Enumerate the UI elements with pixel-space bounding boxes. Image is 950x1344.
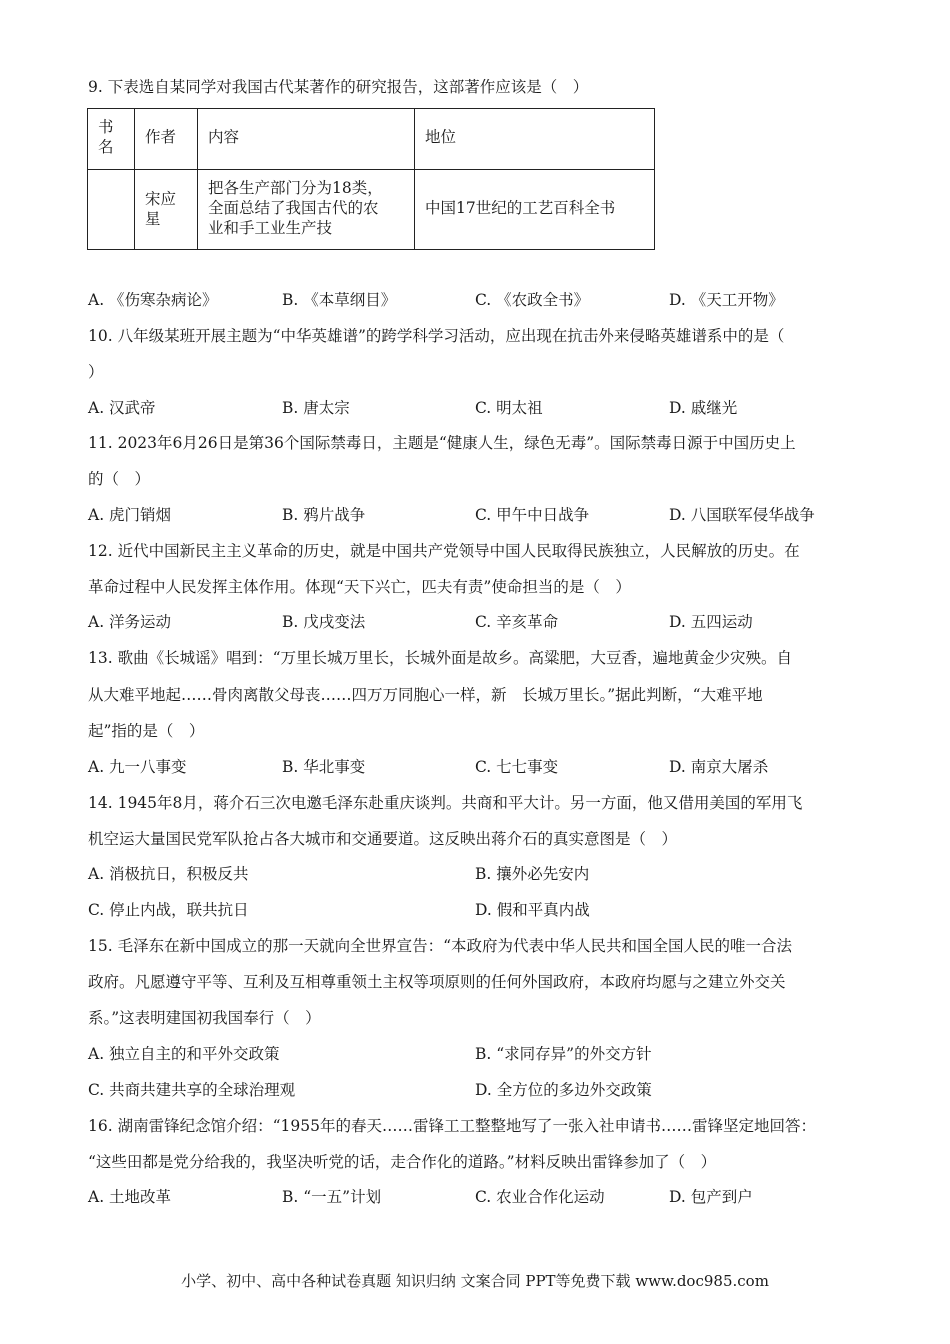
q15-stem-line-1: 15. 毛泽东在新中国成立的那一天就向全世界宣告：“本政府为代表中华人民共和国全国人民的唯一合法 xyxy=(88,937,793,955)
table-header-book: 书 名 xyxy=(88,109,135,170)
q14-option-a: A. 消极抗日，积极反共 xyxy=(88,865,249,883)
q15-option-b: B. “求同存异”的外交方针 xyxy=(475,1045,652,1063)
q16-option-d: D. 包产到户 xyxy=(669,1188,753,1206)
q15-option-c: C. 共商共建共享的全球治理观 xyxy=(88,1081,296,1099)
q14-option-b: B. 攘外必先安内 xyxy=(475,865,590,883)
q10-option-c: C. 明太祖 xyxy=(475,399,543,417)
table-cell-status: 中国17世纪的工艺百科全书 xyxy=(415,170,655,250)
q12-option-c: C. 辛亥革命 xyxy=(475,613,559,631)
table-cell-content: 把各生产部门分为18类， 全面总结了我国古代的农 业和手工业生产技 xyxy=(198,170,415,250)
q9-option-a: A. 《伤寒杂病论》 xyxy=(88,291,218,309)
q9-table xyxy=(87,108,655,250)
q11-option-c: C. 甲午中日战争 xyxy=(475,506,590,524)
table-header-status: 地位 xyxy=(415,109,655,170)
q15-option-d: D. 全方位的多边外交政策 xyxy=(475,1081,652,1099)
q15-option-a: A. 独立自主的和平外交政策 xyxy=(88,1045,280,1063)
table-header-author: 作者 xyxy=(135,109,198,170)
q16-stem-line-2: “这些田都是党分给我的，我坚决听党的话，走合作化的道路。”材料反映出雷锋参加了（ ） xyxy=(88,1153,717,1171)
q13-stem-line-3: 起”指的是（ ） xyxy=(88,722,205,740)
q16-stem-line-1: 16. 湖南雷锋纪念馆介绍：“1955年的春天……雷锋工工整整地写了一张入社申请书……雷锋坚定地回答： xyxy=(88,1117,816,1135)
q16-option-a: A. 土地改革 xyxy=(88,1188,172,1206)
q14-option-c: C. 停止内战，联共抗日 xyxy=(88,901,249,919)
q10-stem-line-2: ） xyxy=(88,363,104,381)
q12-option-a: A. 洋务运动 xyxy=(88,613,172,631)
q11-option-d: D. 八国联军侵华战争 xyxy=(669,506,815,524)
q16-option-c: C. 农业合作化运动 xyxy=(475,1188,605,1206)
q11-stem-line-1: 11. 2023年6月26日是第36个国际禁毒日，主题是“健康人生，绿色无毒”。国际禁毒日源于中国历史上 xyxy=(88,434,796,452)
q10-option-d: D. 戚继光 xyxy=(669,399,738,417)
table-cell-book xyxy=(88,170,135,250)
q14-option-d: D. 假和平真内战 xyxy=(475,901,590,919)
q13-stem-line-1: 13. 歌曲《长城谣》唱到：“万里长城万里长，长城外面是故乡。高粱肥，大豆香，遍地黄金少灾殃。自 xyxy=(88,649,793,667)
q10-option-a: A. 汉武帝 xyxy=(88,399,156,417)
q13-option-a: A. 九一八事变 xyxy=(88,758,187,776)
q10-stem-line-1: 10. 八年级某班开展主题为“中华英雄谱”的跨学科学习活动，应出现在抗击外来侵略英雄谱系中的是（ xyxy=(88,327,785,345)
table-cell-author: 宋应 星 xyxy=(135,170,198,250)
q9-option-d: D. 《天工开物》 xyxy=(669,291,784,309)
q13-stem-line-2: 从大难平地起……骨肉离散父母丧……四万万同胞心一样，新 长城万里长。”据此判断，“大难平地 xyxy=(88,686,763,704)
q14-stem-line-1: 14. 1945年8月，蒋介石三次电邀毛泽东赴重庆谈判。共商和平大计。另一方面，他又借用美国的军用飞 xyxy=(88,794,803,812)
q13-option-d: D. 南京大屠杀 xyxy=(669,758,769,776)
q12-option-d: D. 五四运动 xyxy=(669,613,753,631)
q14-stem-line-2: 机空运大量国民党军队抢占各大城市和交通要道。这反映出蒋介石的真实意图是（ ） xyxy=(88,830,678,848)
page-footer: 小学、初中、高中各种试卷真题 知识归纳 文案合同 PPT等免费下载 www.doc985.com xyxy=(181,1272,769,1290)
q9-option-c: C. 《农政全书》 xyxy=(475,291,590,309)
q11-option-a: A. 虎门销烟 xyxy=(88,506,172,524)
q15-stem-line-2: 政府。凡愿遵守平等、互利及互相尊重领土主权等项原则的任何外国政府，本政府均愿与之建立外交关 xyxy=(88,973,786,991)
q13-option-b: B. 华北事变 xyxy=(282,758,366,776)
q11-option-b: B. 鸦片战争 xyxy=(282,506,366,524)
table-header-content: 内容 xyxy=(198,109,415,170)
q9-stem: 9. 下表选自某同学对我国古代某著作的研究报告，这部著作应该是（ ） xyxy=(88,78,589,96)
q13-option-c: C. 七七事变 xyxy=(475,758,559,776)
q11-stem-line-2: 的（ ） xyxy=(88,470,151,488)
q9-option-b: B. 《本草纲目》 xyxy=(282,291,397,309)
q10-option-b: B. 唐太宗 xyxy=(282,399,350,417)
q12-stem-line-1: 12. 近代中国新民主主义革命的历史，就是中国共产党领导中国人民取得民族独立，人民解放的历史。在 xyxy=(88,542,800,560)
q15-stem-line-3: 系。”这表明建国初我国奉行（ ） xyxy=(88,1009,321,1027)
q12-stem-line-2: 革命过程中人民发挥主体作用。体现“天下兴亡，匹夫有责”使命担当的是（ ） xyxy=(88,578,631,596)
q12-option-b: B. 戊戌变法 xyxy=(282,613,366,631)
q16-option-b: B. “一五”计划 xyxy=(282,1188,382,1206)
